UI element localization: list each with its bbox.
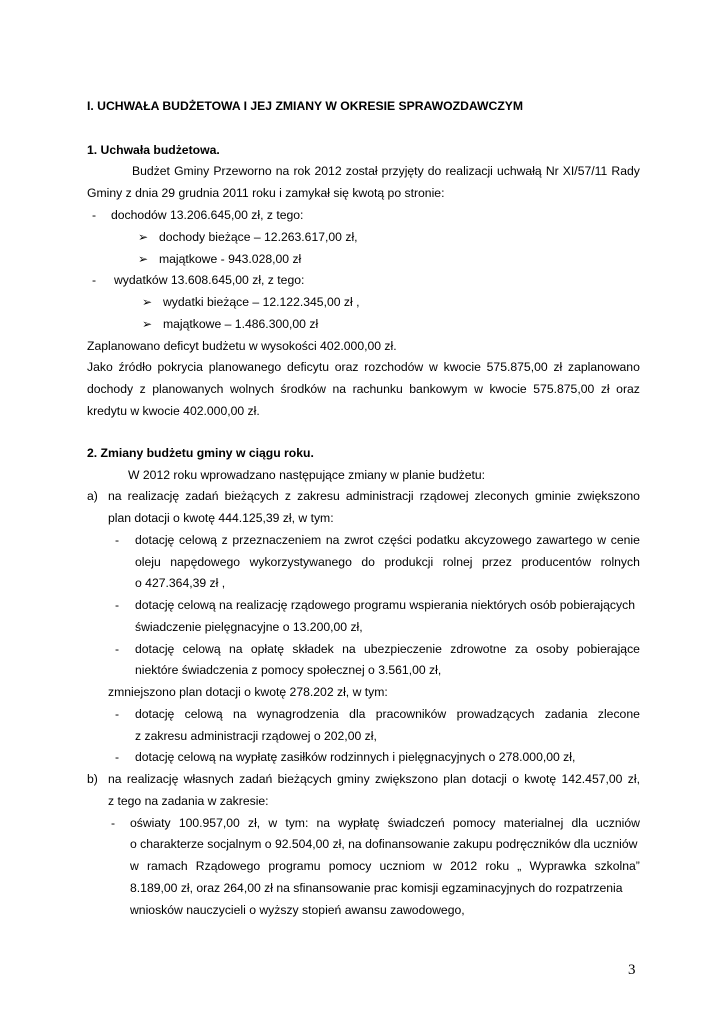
word: plan [443, 772, 467, 786]
expenses-current-line: wydatki bieżące – 12.122.345,00 zł , [163, 295, 360, 309]
word: przez [482, 555, 512, 569]
word: rolnej [442, 555, 473, 569]
word: ramach [146, 859, 188, 873]
word: w [433, 859, 442, 873]
word: składek [292, 642, 334, 656]
word: pracowników [375, 707, 447, 721]
word: pokrycia [157, 360, 203, 374]
word: Jako [87, 360, 113, 374]
word: środków [280, 382, 326, 396]
word: bieżących [224, 489, 279, 503]
dash-marker: - [115, 750, 120, 764]
income-property-line: majątkowe - 943.028,00 zł [159, 252, 302, 266]
word: celową [184, 707, 223, 721]
section-heading: I. UCHWAŁA BUDŻETOWA I JEJ ZMIANY W OKRESIE SPRAWOZDAWCZYM [87, 99, 524, 113]
subsection-title-1: 1. Uchwała budżetowa. [87, 143, 220, 157]
word: na [275, 164, 290, 178]
word: szkolna” [594, 859, 640, 873]
word: administracji [345, 489, 414, 503]
page-number: 3 [628, 962, 636, 978]
word: dla [349, 707, 366, 721]
word: zakresu [297, 489, 340, 503]
dash-marker: - [115, 533, 120, 547]
word: za [514, 642, 528, 656]
item-education-line-5: wniosków nauczycieli o wyższy stopień awansu zawodowego, [130, 903, 465, 917]
word: źródło [118, 360, 152, 374]
dash-marker: - [115, 642, 120, 656]
dash-marker: - [111, 816, 116, 830]
word: zwiększono [576, 489, 640, 503]
word: 575.875,00 [486, 360, 548, 374]
income-line: dochodów 13.206.645,00 zł, z tego: [111, 208, 304, 222]
word: w [597, 533, 607, 547]
word: rolnych [600, 555, 640, 569]
word: zawartego [536, 533, 593, 547]
word: napędowego [170, 555, 241, 569]
word: dotacji [471, 772, 507, 786]
item-allowances-line: dotację celową na wypłatę zasiłków rodzinnych i pielęgnacyjnych o 278.000,00 zł, [135, 750, 576, 764]
word: zwrot [344, 533, 374, 547]
word: bankowym [409, 382, 468, 396]
word: w [474, 382, 483, 396]
word: zadań [185, 489, 219, 503]
word: ubezpieczenie [363, 642, 442, 656]
word: do [427, 164, 442, 178]
word: oraz [616, 382, 640, 396]
budget-intro-line-1 [132, 164, 640, 179]
word: realizację [127, 489, 180, 503]
word: o [512, 772, 519, 786]
word: zdrowotne [450, 642, 507, 656]
word: zadania [544, 707, 588, 721]
word: 575.875,00 [533, 382, 595, 396]
word: pobierające [576, 642, 640, 656]
word: wykorzystywanego [249, 555, 352, 569]
item-salaries-line-2: z zakresu administracji rządowej o 202,00 zł, [135, 729, 377, 743]
expenses-property-line: majątkowe – 1.486.300,00 zł [163, 317, 319, 331]
word: zł, [627, 772, 640, 786]
word: wolnych [229, 382, 274, 396]
deficit-line: Zaplanowano deficyt budżetu w wysokości 402.000,00 zł. [87, 339, 397, 353]
subsection-title-2: 2. Zmiany budżetu gminy w ciągu roku. [87, 446, 314, 460]
item-salaries-line-1 [135, 707, 640, 722]
word: rachunku [352, 382, 403, 396]
source-line-2 [87, 382, 640, 397]
word: bieżących [277, 772, 332, 786]
word: został [345, 164, 378, 178]
word: cenie [610, 533, 640, 547]
word: kwocie [443, 360, 481, 374]
word: podatku [416, 533, 460, 547]
word: gminie [534, 489, 571, 503]
word: wypłatę [338, 816, 380, 830]
word: roku [485, 859, 510, 873]
item-education-line-3 [130, 859, 640, 874]
word: oświaty [130, 816, 171, 830]
list-marker-a: a) [87, 489, 98, 503]
word: producentów [521, 555, 592, 569]
word: na [325, 533, 340, 547]
word: zł [553, 360, 563, 374]
word: realizacji [445, 164, 493, 178]
word: deficytu [286, 360, 329, 374]
word: zaplanowano [568, 360, 640, 374]
word: 100.957,00 [178, 816, 240, 830]
word: Budżet [132, 164, 170, 178]
word: zwiększono [374, 772, 438, 786]
item-insurance-line-2: niektóre świadczenia z pomocy społecznej o 3.561,00 zł, [135, 663, 442, 677]
source-line-1 [87, 360, 640, 375]
word: Gminy [174, 164, 210, 178]
word: Przeworno [213, 164, 272, 178]
word: zadań [239, 772, 273, 786]
word: na [232, 707, 247, 721]
item-insurance-line-1 [135, 642, 640, 657]
word: w [268, 816, 278, 830]
dash-marker: - [92, 208, 97, 222]
word: rządowej [419, 489, 469, 503]
word: na [332, 382, 347, 396]
word: planowanych [152, 382, 224, 396]
word: uczniom [379, 859, 425, 873]
word: Nr [545, 164, 559, 178]
word: na [316, 816, 331, 830]
item-excise-line-3: o 427.364,39 zł , [135, 576, 226, 590]
word: na [342, 642, 356, 656]
word: produkcji [384, 555, 434, 569]
word: dotację [135, 642, 175, 656]
word: gminy [337, 772, 370, 786]
word: z [221, 533, 228, 547]
point-b-line-2: z tego na zadania w zakresie: [108, 794, 269, 808]
word: zł, [247, 816, 261, 830]
word: prowadzących [456, 707, 535, 721]
item-education-line-4: 8.189,00 zł, oraz 264,00 zł na sfinansowanie prac komisji egzaminacyjnych do rozpatrzenia [130, 881, 623, 895]
word: do [361, 555, 375, 569]
word: przyjęty [381, 164, 424, 178]
word: rozchodów [364, 360, 424, 374]
word: opłatę [250, 642, 285, 656]
word: celową [182, 642, 221, 656]
word: Wyprawka [529, 859, 587, 873]
word: własnych [183, 772, 234, 786]
arrow-bullet-icon: ➢ [138, 252, 149, 266]
arrow-bullet-icon: ➢ [142, 295, 153, 309]
word: wynagrodzenia [256, 707, 339, 721]
word: na [228, 642, 243, 656]
word: Rządowego [195, 859, 261, 873]
word: dotację [135, 533, 175, 547]
word: tym: [285, 816, 309, 830]
word: z [139, 382, 146, 396]
item-excise-line-1 [135, 533, 640, 548]
word: materialnej [503, 816, 564, 830]
point-a-line-1 [108, 489, 640, 504]
arrow-bullet-icon: ➢ [138, 230, 149, 244]
word: dochody [87, 382, 134, 396]
expenses-line: wydatków 13.608.645,00 zł, z tego: [114, 273, 305, 287]
word: 2012 [314, 164, 342, 178]
word: uchwałą [496, 164, 542, 178]
point-a-line-2: plan dotacji o kwotę 444.125,39 zł, w tym: [108, 511, 334, 525]
word: „ [517, 859, 522, 873]
word: kwotę [524, 772, 557, 786]
word: celową [179, 533, 217, 547]
word: na [108, 489, 122, 503]
word: akcyzowego [464, 533, 532, 547]
word: przeznaczeniem [232, 533, 322, 547]
word: oraz [334, 360, 359, 374]
word: uczniów [595, 816, 640, 830]
list-marker-b: b) [87, 772, 98, 786]
dash-marker: - [115, 598, 120, 612]
word: programu [268, 859, 321, 873]
item-education-line-1 [130, 816, 640, 831]
word: dotację [135, 707, 175, 721]
word: dla [571, 816, 588, 830]
word: zł [600, 382, 610, 396]
dash-marker: - [115, 707, 120, 721]
source-line-3: kredytu w kwocie 402.000,00 zł. [87, 404, 260, 418]
arrow-bullet-icon: ➢ [142, 317, 153, 331]
word: Rady [611, 164, 640, 178]
word: zlecone [597, 707, 640, 721]
item-education-line-2: o charakterze socjalnym o 92.504,00 zł, na dofinansowanie zakupu podręczników dla uczniów [130, 837, 638, 851]
item-excise-line-2 [135, 555, 640, 570]
word: pomocy [452, 816, 496, 830]
changes-intro: W 2012 roku wprowadzano następujące zmiany w planie budżetu: [128, 468, 486, 482]
word: części [377, 533, 412, 547]
item-care-line-2: świadczenie pielęgnacyjne o 13.200,00 zł, [135, 620, 363, 634]
word: 142.457,00 [561, 772, 623, 786]
word: realizację [126, 772, 179, 786]
word: z [284, 489, 291, 503]
word: zleconych [474, 489, 529, 503]
word: oleju [135, 555, 161, 569]
word: 2012 [450, 859, 478, 873]
item-care-line-1: dotację celową na realizację rządowego programu wspierania niektórych osób pobierających [135, 598, 635, 612]
dash-marker: - [92, 273, 97, 287]
word: w [429, 360, 438, 374]
point-b-line-1 [108, 772, 640, 787]
word: kwocie [489, 382, 527, 396]
decrease-line: zmniejszono plan dotacji o kwotę 278.202 zł, w tym: [108, 685, 388, 699]
budget-intro-line-2: Gminy z dnia 29 grudnia 2011 roku i zamykał się kwotą po stronie: [87, 186, 445, 200]
word: w [130, 859, 139, 873]
income-current-line: dochody bieżące – 12.263.617,00 zł, [159, 230, 358, 244]
word: świadczeń [387, 816, 445, 830]
word: osoby [536, 642, 569, 656]
word: pomocy [328, 859, 372, 873]
word: na [108, 772, 122, 786]
word: rok [293, 164, 311, 178]
word: planowanego [208, 360, 282, 374]
word: XI/57/11 [562, 164, 608, 178]
